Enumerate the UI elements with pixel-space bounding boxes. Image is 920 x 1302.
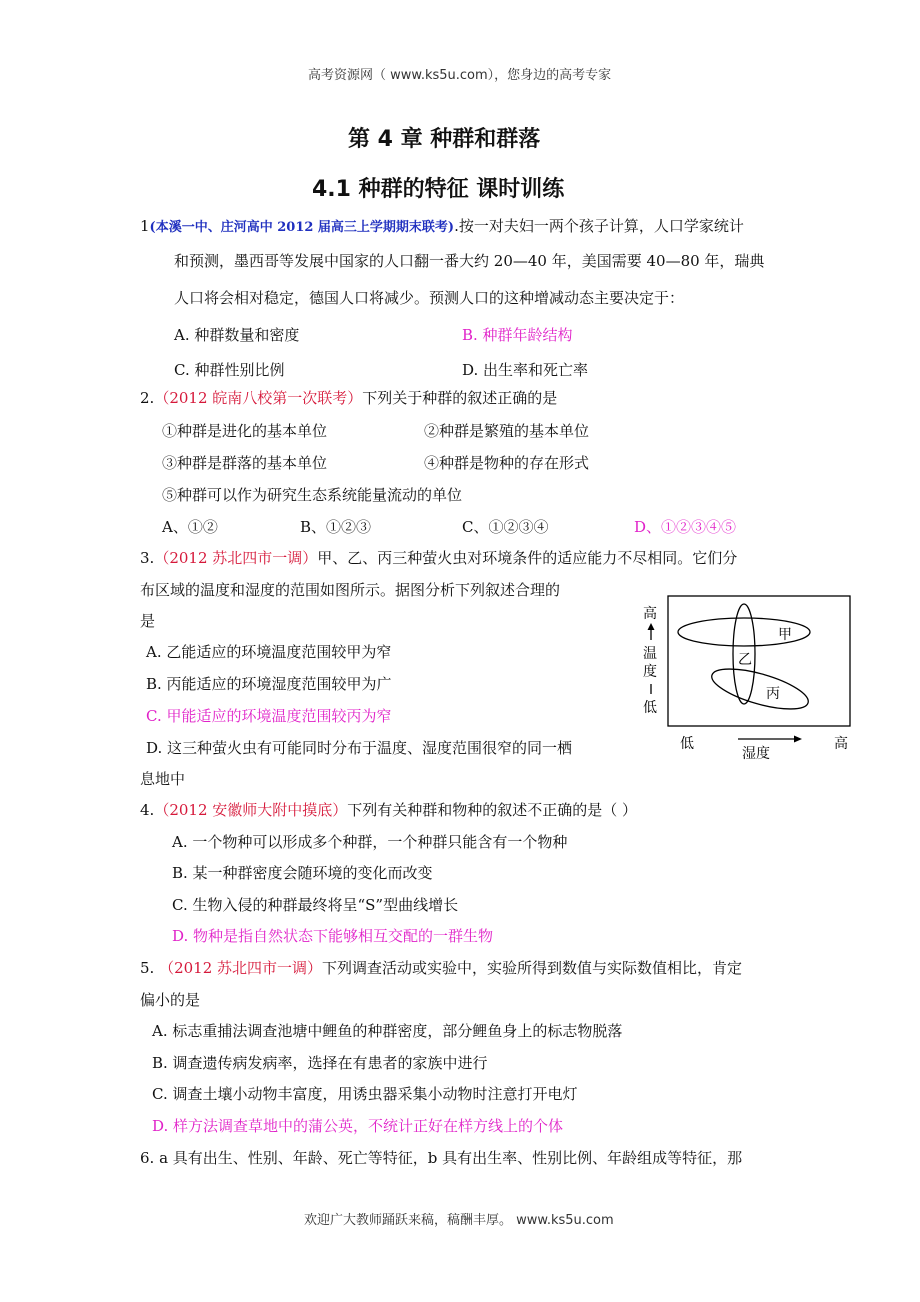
y-axis-label-char2: 度 — [643, 664, 657, 680]
question-text: .按一对夫妇一两个孩子计算，人口学家统计 — [454, 217, 744, 235]
question-6-stem-line1: 6. a 具有出生、性别、年龄、死亡等特征，b 具有出生率、性别比例、年龄组成等特征，那 — [140, 1149, 743, 1167]
question-1-stem-line2: 和预测，墨西哥等发展中国家的人口翻一番大约 20—40 年，美国需要 40—80 年，瑞典 — [174, 252, 765, 270]
question-text: 下列有关种群和物种的叙述不正确的是（ ） — [347, 801, 638, 819]
label-jia: 甲 — [778, 627, 792, 643]
option-a: A. 乙能适应的环境温度范围较甲为窄 — [146, 643, 392, 661]
option-b-answer: B. 种群年龄结构 — [462, 326, 573, 344]
option-b: B. 调查遗传病发病率，选择在有患者的家族中进行 — [152, 1054, 488, 1072]
range-bing — [708, 661, 812, 717]
option-a: A. 一个物种可以形成多个种群，一个种群只能含有一个物种 — [172, 833, 568, 851]
option-a: A. 种群数量和密度 — [174, 326, 300, 344]
question-source: （2012 皖南八校第一次联考） — [154, 389, 363, 407]
y-axis-low: 低 — [643, 700, 657, 716]
option-c-answer: C. 甲能适应的环境温度范围较丙为窄 — [146, 707, 392, 725]
option-c: C. 调查土壤小动物丰富度，用诱虫器采集小动物时注意打开电灯 — [152, 1085, 578, 1103]
page-footer: 欢迎广大教师踊跃来稿，稿酬丰厚。 www.ks5u.com — [304, 1213, 614, 1228]
question-number: 4. — [140, 801, 155, 819]
x-axis-label: 湿度 — [742, 746, 770, 762]
question-1-stem-line3: 人口将会相对稳定，德国人口将减少。预测人口的这种增减动态主要决定于： — [174, 289, 685, 307]
question-number: 2. — [140, 389, 155, 407]
statement-1: ①种群是进化的基本单位 — [162, 422, 328, 440]
question-number: 1 — [140, 217, 150, 235]
option-c: C、①②③④ — [462, 518, 549, 536]
question-source: （2012 安徽师大附中摸底） — [154, 801, 348, 819]
question-source: (本溪一中、庄河高中 2012 届高三上学期期末联考) — [149, 220, 455, 235]
question-number: 3. — [140, 549, 155, 567]
question-source: （2012 苏北四市一调） — [154, 549, 318, 567]
x-axis-high: 高 — [834, 736, 848, 752]
option-a: A、①② — [162, 518, 218, 536]
label-bing: 丙 — [766, 686, 780, 702]
question-text: 下列关于种群的叙述正确的是 — [362, 389, 558, 407]
question-source: （2012 苏北四市一调） — [159, 959, 323, 977]
question-5-stem-line2: 偏小的是 — [140, 991, 201, 1009]
section-title: 4.1 种群的特征 课时训练 — [312, 177, 565, 202]
statement-4: ④种群是物种的存在形式 — [424, 454, 590, 472]
chapter-title: 第 4 章 种群和群落 — [348, 127, 541, 152]
option-c: C. 种群性别比例 — [174, 361, 285, 379]
question-3-stem-line1 — [140, 548, 737, 568]
y-axis-label-char1: 温 — [643, 646, 657, 662]
statement-2: ②种群是繁殖的基本单位 — [424, 422, 590, 440]
option-d-line1: D. 这三种萤火虫有可能同时分布于温度、湿度范围很窄的同一栖 — [146, 739, 573, 757]
label-yi: 乙 — [738, 652, 752, 668]
question-number: 5. — [140, 959, 155, 977]
option-d-answer: D、①②③④⑤ — [634, 518, 737, 536]
option-d-line2: 息地中 — [140, 770, 186, 788]
option-d-answer: D. 样方法调查草地中的蒲公英，不统计正好在样方线上的个体 — [152, 1117, 564, 1135]
option-b: B. 某一种群密度会随环境的变化而改变 — [172, 864, 433, 882]
page-header: 高考资源网（ www.ks5u.com），您身边的高考专家 — [308, 68, 612, 83]
option-a: A. 标志重捕法调查池塘中鲤鱼的种群密度，部分鲤鱼身上的标志物脱落 — [152, 1022, 623, 1040]
statement-5: ⑤种群可以作为研究生态系统能量流动的单位 — [162, 486, 463, 504]
y-axis-high: 高 — [643, 606, 657, 622]
question-text: 下列调查活动或实验中，实验所得到数值与实际数值相比，肯定 — [322, 959, 743, 977]
x-axis-arrowhead — [794, 736, 802, 743]
option-d-answer: D. 物种是指自然状态下能够相互交配的一群生物 — [172, 927, 494, 945]
y-axis-arrowhead — [648, 623, 655, 630]
temperature-humidity-diagram — [632, 592, 868, 768]
option-b: B、①②③ — [300, 518, 372, 536]
x-axis-low: 低 — [680, 736, 694, 752]
question-2-stem — [140, 388, 557, 408]
diagram-frame — [668, 596, 850, 726]
option-b: B. 丙能适应的环境湿度范围较甲为广 — [146, 675, 392, 693]
statement-3: ③种群是群落的基本单位 — [162, 454, 328, 472]
question-4-stem — [140, 800, 637, 820]
question-1-stem-line1 — [140, 216, 744, 238]
question-3-stem-line2: 布区域的温度和湿度的范围如图所示。据图分析下列叙述合理的 — [140, 581, 561, 599]
question-5-stem-line1 — [140, 958, 742, 978]
question-3-stem-line3: 是 — [140, 612, 156, 630]
option-d: D. 出生率和死亡率 — [462, 361, 589, 379]
option-c: C. 生物入侵的种群最终将呈“S”型曲线增长 — [172, 896, 459, 914]
question-text: 甲、乙、丙三种萤火虫对环境条件的适应能力不尽相同。它们分 — [317, 549, 738, 567]
